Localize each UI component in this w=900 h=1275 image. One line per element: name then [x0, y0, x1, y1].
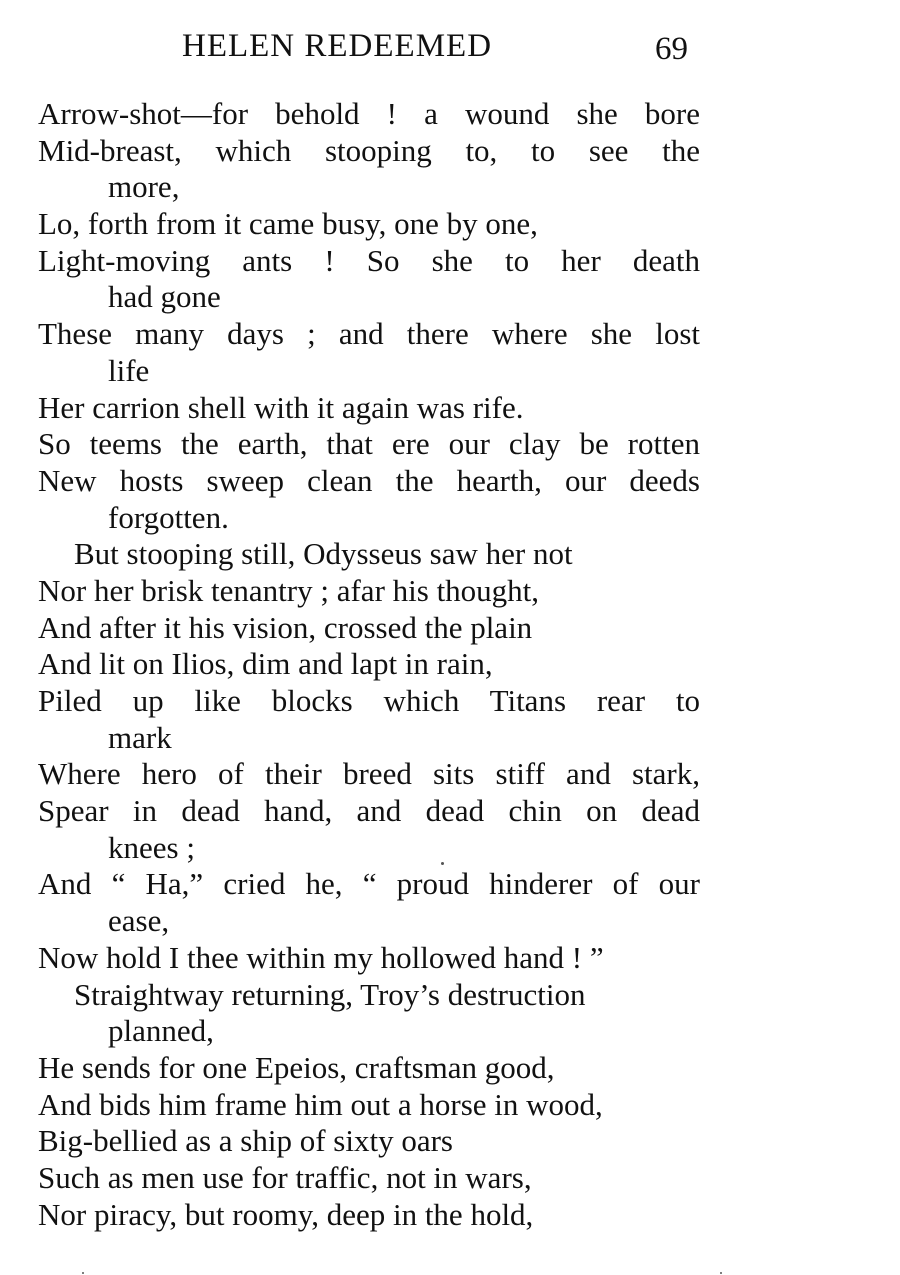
poem-line: Arrow-shot—for behold ! a wound she bore — [38, 96, 700, 131]
poem-line: Nor her brisk tenantry ; afar his thought, — [38, 572, 540, 608]
running-head — [0, 28, 900, 72]
poem-line: These many days ; and there where she lost — [38, 316, 700, 352]
poem-line-continuation: knees ; — [108, 829, 195, 865]
poem-line-continuation: more, — [108, 169, 180, 205]
poem-line: Big-bellied as a ship of sixty oars — [38, 1123, 453, 1159]
poem-text — [38, 96, 700, 1233]
poem-line-paragraph: Straightway returning, Troy’s destruction — [74, 976, 586, 1012]
poem-line-continuation: mark — [108, 719, 172, 755]
poem-line: Light-moving ants ! So she to her death — [38, 242, 700, 278]
poem-line: Mid-breast, which stooping to, to see the — [38, 132, 700, 168]
poem-line-continuation: planned, — [108, 1013, 214, 1049]
poem-line-paragraph: But stooping still, Odysseus saw her not — [74, 536, 573, 572]
poem-line: And bids him frame him out a horse in wood, — [38, 1086, 603, 1122]
poem-line-continuation: had gone — [108, 279, 221, 315]
poem-line: And “ Ha,” cried he, “ proud hinderer of our — [38, 866, 700, 902]
poem-line: He sends for one Epeios, craftsman good, — [38, 1049, 555, 1085]
print-speck — [720, 1272, 722, 1274]
poem-line: Her carrion shell with it again was rife. — [38, 389, 524, 425]
poem-line-continuation: ease, — [108, 903, 170, 939]
poem-line: And after it his vision, crossed the plain — [38, 609, 533, 645]
poem-line: Where hero of their breed sits stiff and stark, — [38, 756, 700, 792]
poem-line: Piled up like blocks which Titans rear to — [38, 683, 700, 718]
poem-line-continuation: life — [108, 352, 150, 388]
poem-line: Spear in dead hand, and dead chin on dead — [38, 793, 700, 829]
print-speck — [441, 862, 444, 865]
running-title: HELEN REDEEMED — [182, 28, 493, 64]
poem-line: And lit on Ilios, dim and lapt in rain, — [38, 646, 493, 682]
poem-line: Lo, forth from it came busy, one by one, — [38, 206, 538, 242]
poem-line: So teems the earth, that ere our clay be rotten — [38, 426, 700, 462]
poem-line: Nor piracy, but roomy, deep in the hold, — [38, 1196, 534, 1232]
print-speck — [82, 1272, 84, 1274]
page-number: 69 — [655, 31, 688, 67]
poem-line: New hosts sweep clean the hearth, our deeds — [38, 462, 700, 498]
poem-line: Such as men use for traffic, not in wars, — [38, 1159, 532, 1195]
poem-line-continuation: forgotten. — [108, 499, 229, 535]
poem-line: Now hold I thee within my hollowed hand ! ” — [38, 939, 604, 975]
